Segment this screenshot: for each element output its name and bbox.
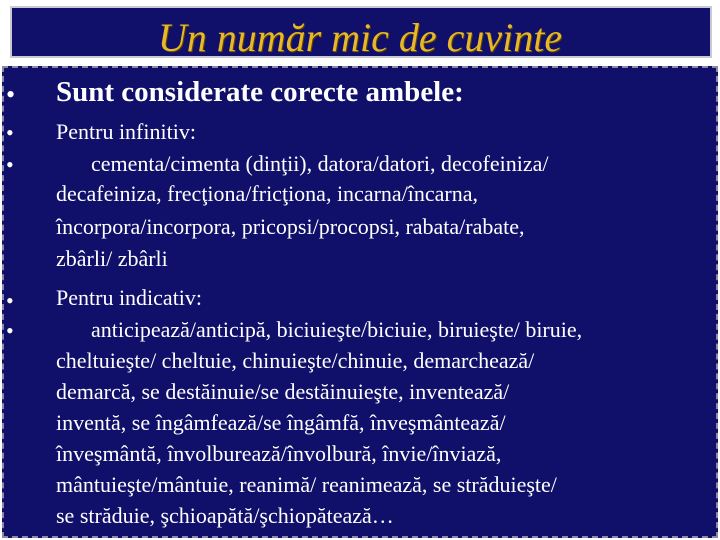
indicative-line: anticipează/anticipă, biciuieşte/biciuie, biruieşte/ biruie,: [91, 317, 583, 342]
bullet-marker: •: [6, 152, 14, 177]
bullet-marker: •: [6, 288, 14, 313]
infinitive-line: încorpora/incorpora, pricopsi/procopsi, rabata/rabate,: [56, 214, 525, 239]
indicative-line: se străduie, şchioapătă/şchiopătează…: [56, 503, 394, 528]
infinitive-line: decafeiniza, frecţiona/fricţiona, incarna/încarna,: [56, 181, 479, 206]
infinitive-line: cementa/cimenta (dinţii), datora/datori, decofeiniza/: [91, 151, 549, 176]
indicative-line: mântuieşte/mântuie, reanimă/ reanimează, se străduieşte/: [56, 472, 557, 497]
section-heading: Sunt considerate corecte ambele:: [56, 76, 464, 108]
indicative-line: demarcă, se destăinuie/se destăinuieşte, inventează/: [56, 379, 510, 404]
indicative-line: cheltuieşte/ cheltuie, chinuieşte/chinuie, demarchează/: [56, 348, 535, 373]
infinitive-line: zbârli/ zbârli: [56, 246, 168, 271]
bullet-marker: •: [6, 80, 16, 109]
bullet-marker: •: [6, 318, 14, 343]
indicative-line: inventă, se îngâmfează/se îngâmfă, înveşmântează/: [56, 410, 506, 435]
indicative-line: înveşmântă, învolburează/învolbură, învie/înviază,: [56, 441, 502, 466]
list-item-indicative-label: Pentru indicativ:: [56, 285, 203, 310]
slide-title: Un număr mic de cuvinte: [157, 15, 563, 60]
bullet-marker: •: [6, 120, 14, 145]
list-item-infinitive-label: Pentru infinitiv:: [56, 119, 196, 144]
